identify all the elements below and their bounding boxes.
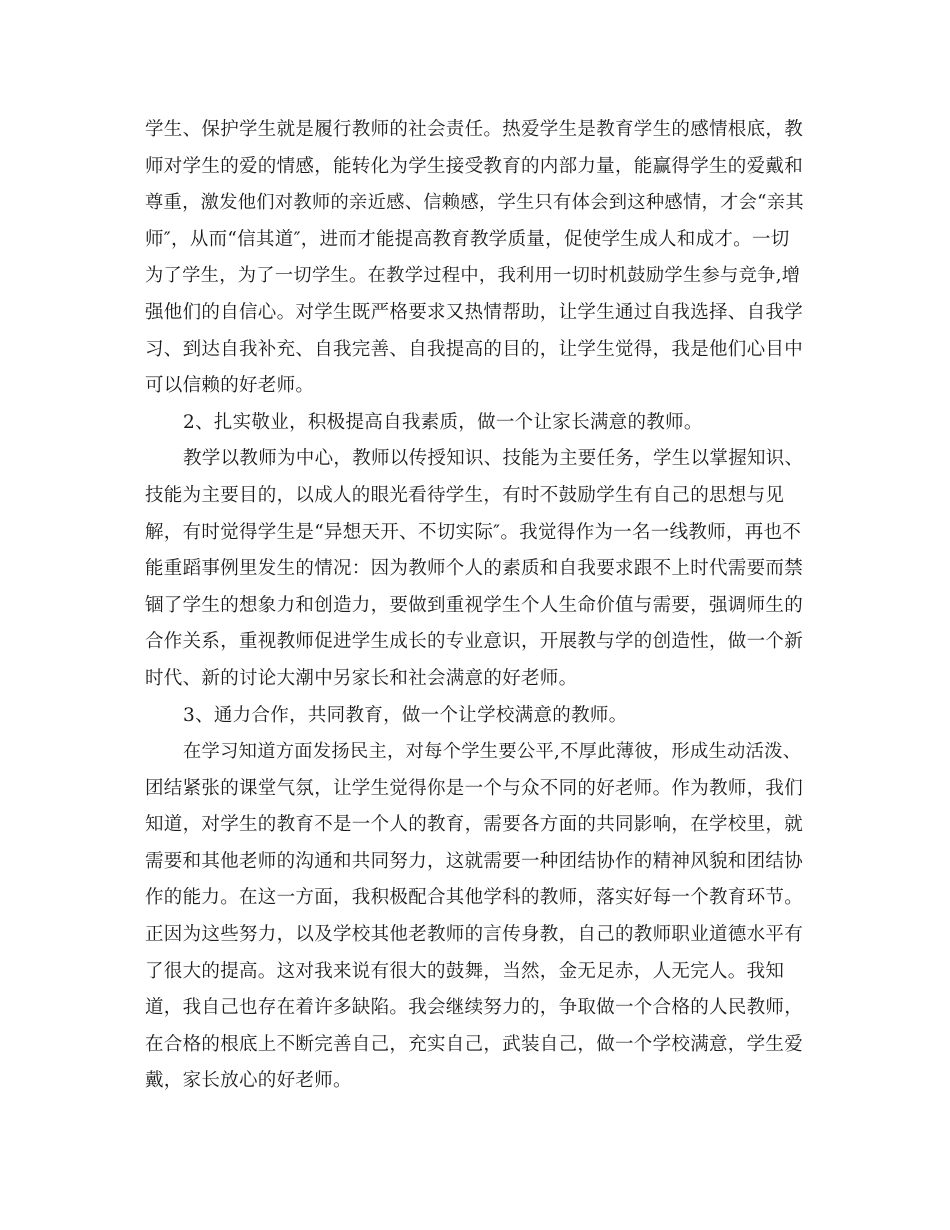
text-line: 技能为主要目的，以成人的眼光看待学生，有时不鼓励学生有自己的思想与见 (145, 484, 785, 506)
text-line: 2、扎实敬业，积极提高自我素质，做一个让家长满意的教师。 (183, 411, 703, 433)
text-line: 锢了学生的想象力和创造力，要做到重视学生个人生命价值与需要，强调师生的 (145, 594, 804, 616)
text-line: 作的能力。在这一方面，我积极配合其他学科的教师，落实好每一个教育环节。 (145, 887, 804, 909)
text-line: 了很大的提高。这对我来说有很大的鼓舞，当然，金无足赤，人无完人。我知 (145, 960, 785, 982)
text-line: 师对学生的爱的情感，能转化为学生接受教育的内部力量，能赢得学生的爱戴和 (145, 155, 804, 177)
text-line: 尊重，激发他们对教师的亲近感、信赖感，学生只有体会到这种感情，才会“亲其 (145, 192, 804, 214)
text-line: 在合格的根底上不断完善自己，充实自己，武装自己，做一个学校满意，学生爱 (145, 1033, 804, 1055)
text-line: 合作关系，重视教师促进学生成长的专业意识，开展教与学的创造性，做一个新 (145, 631, 804, 653)
text-line: 习、到达自我补充、自我完善、自我提高的目的，让学生觉得，我是他们心目中 (145, 338, 804, 360)
text-line: 道，我自己也存在着许多缺陷。我会继续努力的，争取做一个合格的人民教师， (145, 997, 804, 1019)
text-line: 正因为这些努力，以及学校其他老教师的言传身教，自己的教师职业道德水平有 (145, 924, 804, 946)
text-line: 能重蹈事例里发生的情况：因为教师个人的素质和自我要求跟不上时代需要而禁 (145, 558, 804, 580)
text-line: 戴，家长放心的好老师。 (145, 1070, 352, 1092)
text-line: 解，有时觉得学生是“异想天开、不切实际″。我觉得作为一名一线教师，再也不 (145, 521, 802, 543)
text-line: 知道，对学生的教育不是一个人的教育，需要各方面的共同影响，在学校里，就 (145, 814, 804, 836)
text-line: 教学以教师为中心，教师以传授知识、技能为主要任务，学生以掌握知识、 (183, 448, 804, 470)
text-line: 可以信赖的好老师。 (145, 375, 315, 397)
text-line: 为了学生，为了一切学生。在教学过程中，我利用一切时机鼓励学生参与竞争,增 (145, 265, 801, 287)
text-line: 需要和其他老师的沟通和共同努力，这就需要一种团结协作的精神风貌和团结协 (145, 850, 804, 872)
text-line: 在学习知道方面发扬民主，对每个学生要公平,不厚此薄彼，形成生动活泼、 (183, 741, 802, 763)
text-line: 师″，从而“信其道″，进而才能提高教育教学质量，促使学生成人和成才。一切 (145, 228, 790, 250)
text-line: 3、通力合作，共同教育，做一个让学校满意的教师。 (183, 704, 628, 726)
text-line: 时代、新的讨论大潮中另家长和社会满意的好老师。 (145, 667, 578, 689)
text-line: 学生、保护学生就是履行教师的社会责任。热爱学生是教育学生的感情根底，教 (145, 119, 804, 140)
document-body (145, 112, 805, 1100)
text-line: 强他们的自信心。对学生既严格要求又热情帮助，让学生通过自我选择、自我学 (145, 301, 804, 323)
text-line: 团结紧张的课堂气氛，让学生觉得你是一个与众不同的好老师。作为教师，我们 (145, 777, 804, 799)
